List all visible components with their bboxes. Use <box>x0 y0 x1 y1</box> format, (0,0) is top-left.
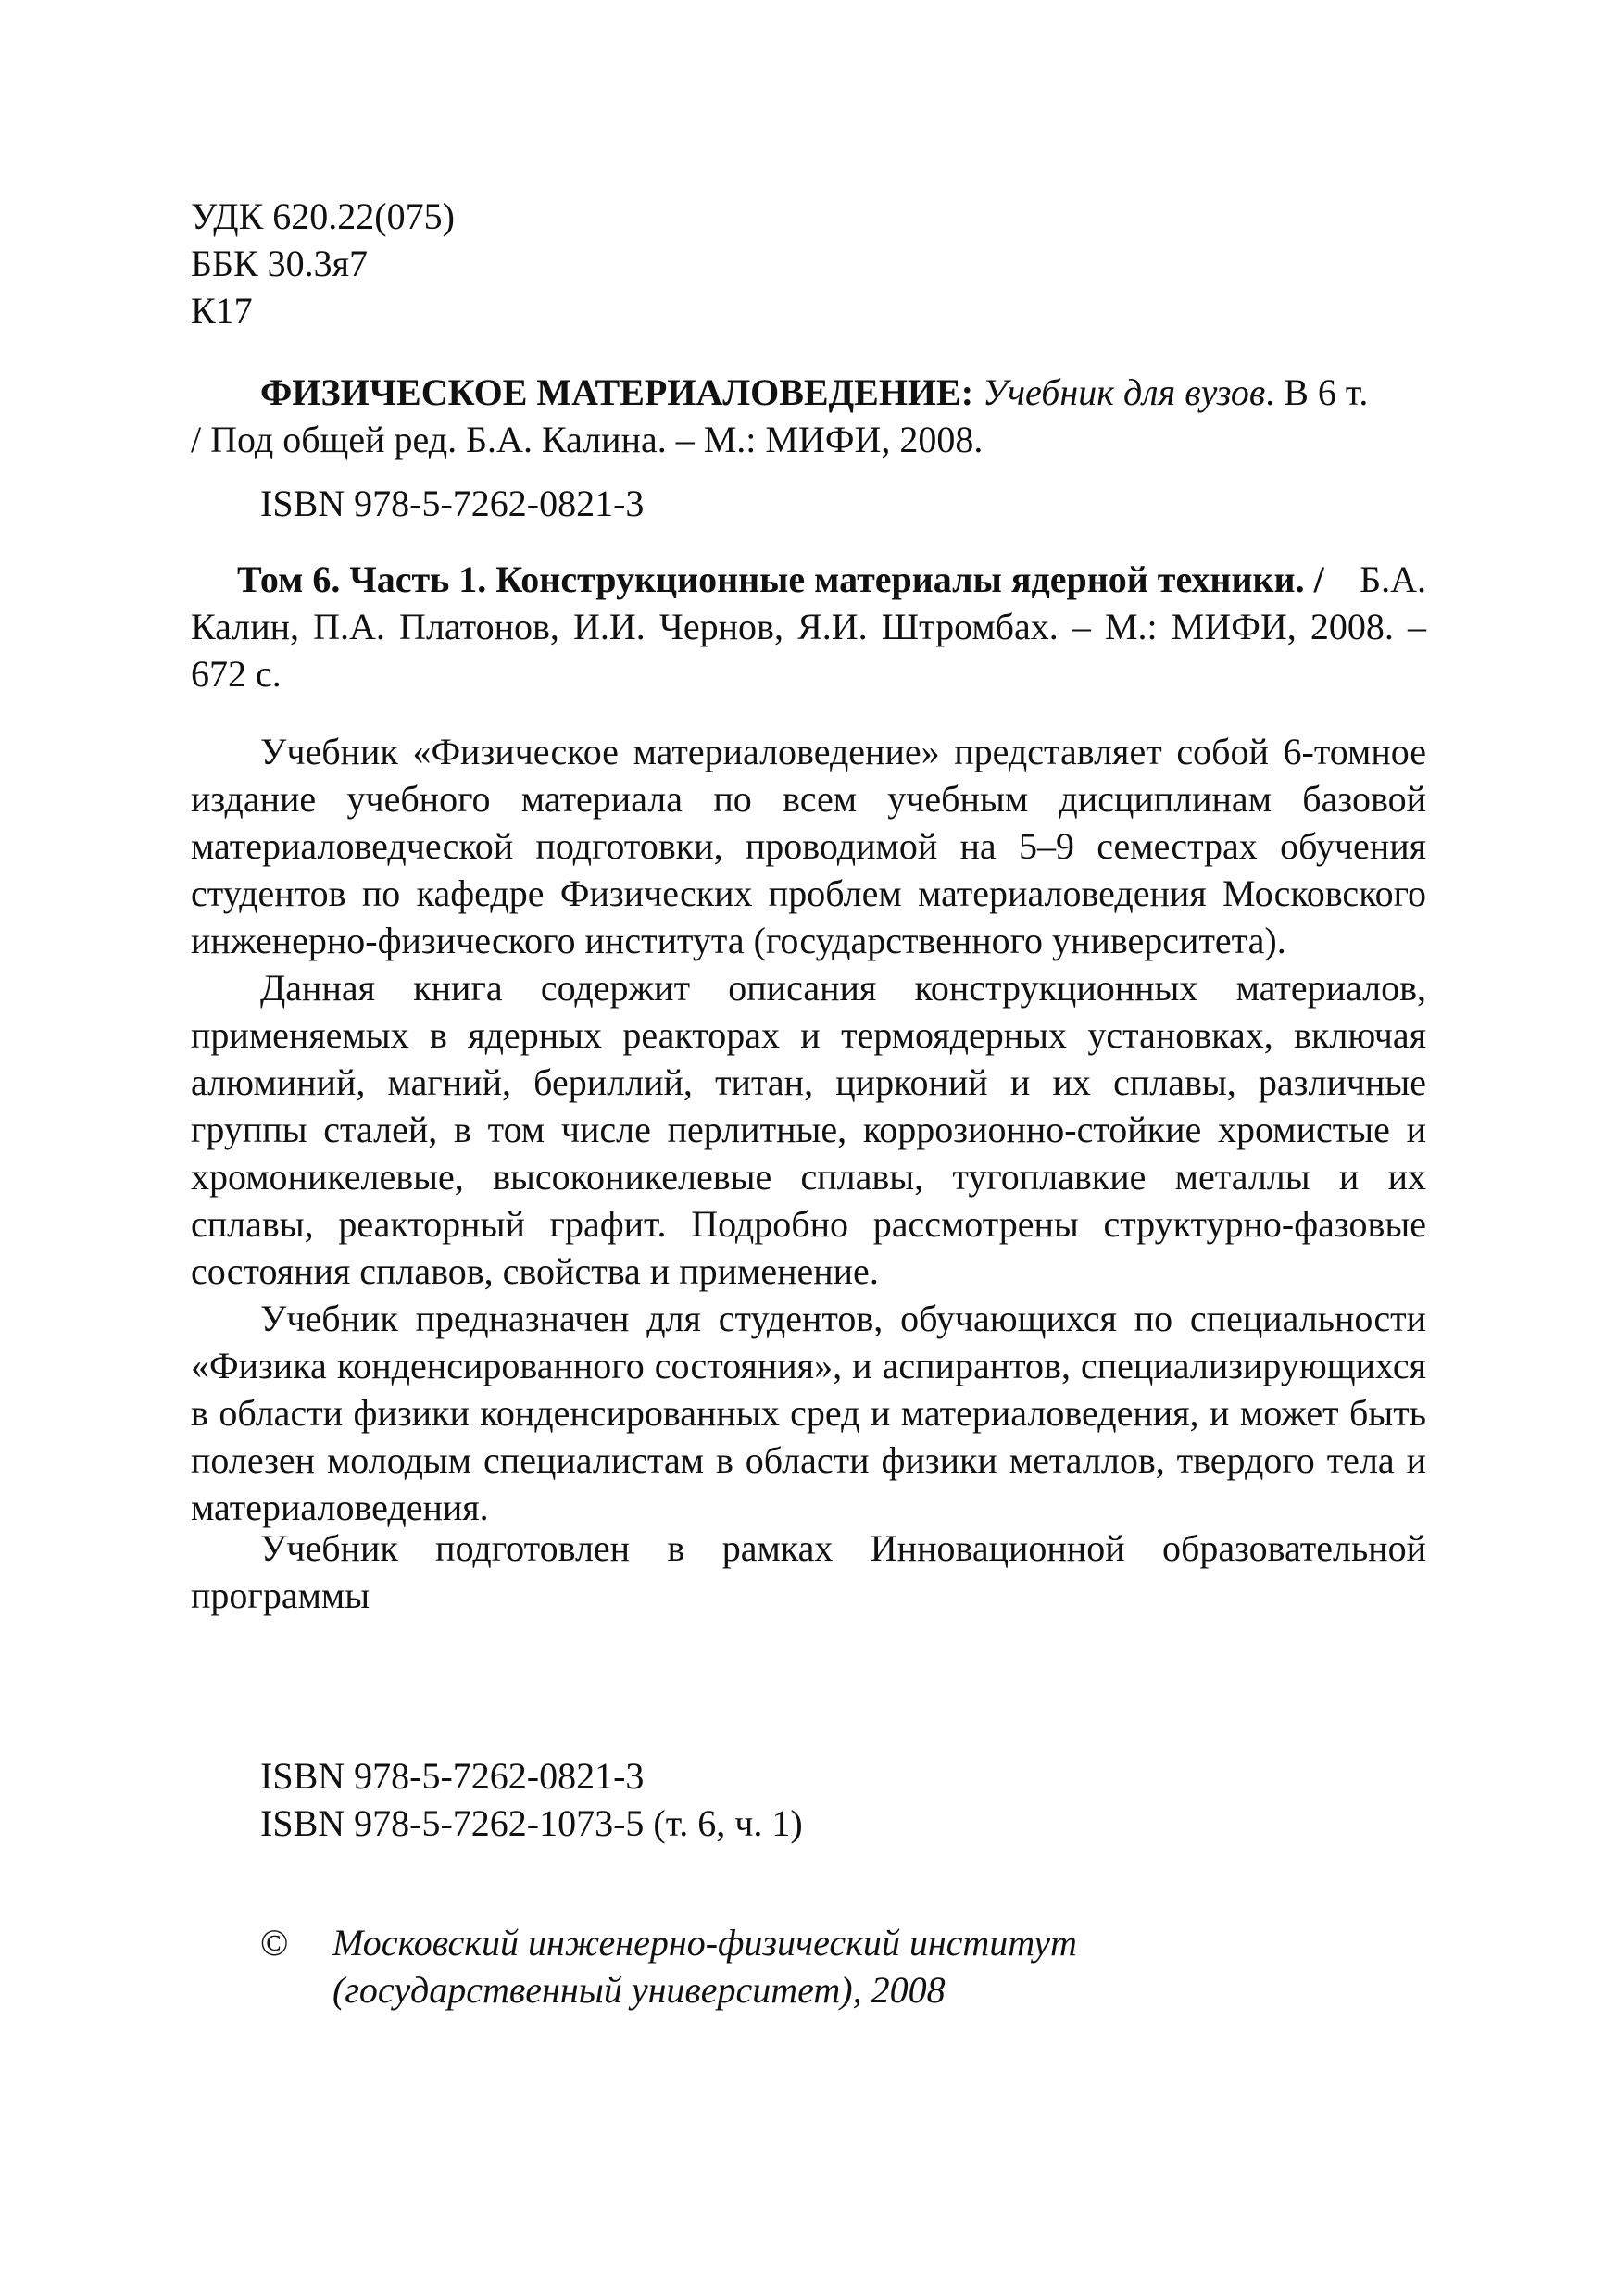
copyright-holder <box>332 1919 1077 2014</box>
isbn-volume-number: ISBN 978-5-7262-1073-5 (т. 6, ч. 1) <box>260 1802 803 1844</box>
series-volumes: . В 6 т. <box>1265 371 1369 413</box>
copyright-holder-line: Московский инженерно-физический институт <box>332 1922 1077 1964</box>
volume-description <box>191 556 1426 697</box>
annotation <box>191 728 1426 1531</box>
annotation-paragraph: Данная книга содержит описания конструкционных материалов, применяемых в ядерных реакторах и термоядерных установках, включая алюминий, магний, бериллий, титан, цирконий и их сплавы, различные группы сталей, в том числе перлитные, коррозионно-стойкие хромистые и хромоникелевые, высоконикелевые сплавы, тугоплавкие металлы и их сплавы, реакторный графит. Подробно рассмотрены структурно-фазовые состояния сплавов, свойства и применение. <box>191 967 1426 1292</box>
series-description <box>191 369 1426 463</box>
program-note: Учебник подготовлен в рамках Инновационной образовательной программы <box>191 1527 1426 1616</box>
isbn-list <box>191 1752 1496 1847</box>
series-editor: / Под общей ред. Б.А. Калина. – М.: МИФИ, 2008. <box>191 419 984 460</box>
udk-code: УДК 620.22(075) <box>191 195 455 237</box>
author-mark: К17 <box>191 290 253 332</box>
isbn-series-number: ISBN 978-5-7262-0821-3 <box>260 1755 645 1797</box>
series-subtitle: Учебник для вузов <box>983 371 1266 413</box>
annotation-paragraph: Учебник предназначен для студентов, обучающихся по специальности «Физика конденсированного состояния», и аспирантов, специализирующихся в области физики конденсированных сред и материаловедения, и может быть полезен молодым специалистам в области физики металлов, твердого тела и материаловедения. <box>191 1298 1426 1528</box>
volume-title: Том 6. Часть 1. Конструкционные материалы ядерной техники. / <box>237 558 1324 600</box>
series-title-line <box>191 369 1426 416</box>
copyright-icon: © <box>260 1922 289 1964</box>
classification-codes <box>191 193 1426 334</box>
copyright-holder-line: (государственный университет), 2008 <box>332 1969 946 2011</box>
series-title: ФИЗИЧЕСКОЕ МАТЕРИАЛОВЕДЕНИЕ: <box>260 371 974 413</box>
series-isbn: ISBN 978-5-7262-0821-3 <box>260 483 645 524</box>
annotation-paragraph: Учебник «Физическое материаловедение» представляет собой 6-томное издание учебного материала по всем учебным дисциплинам базовой материаловедческой подготовки, проводимой на 5–9 семестрах обучения студентов по кафедре Физических проблем материаловедения Московского инженерно-физического института (государственного университета). <box>191 731 1426 961</box>
program-note-block <box>191 1524 1426 1619</box>
volume-authors: Б.А. Калин, П.А. Платонов, И.И. Чернов, Я.И. Штромбах. – М.: МИФИ, 2008. – 672 с. <box>191 558 1426 695</box>
bbk-code: ББК 30.3я7 <box>191 243 369 284</box>
